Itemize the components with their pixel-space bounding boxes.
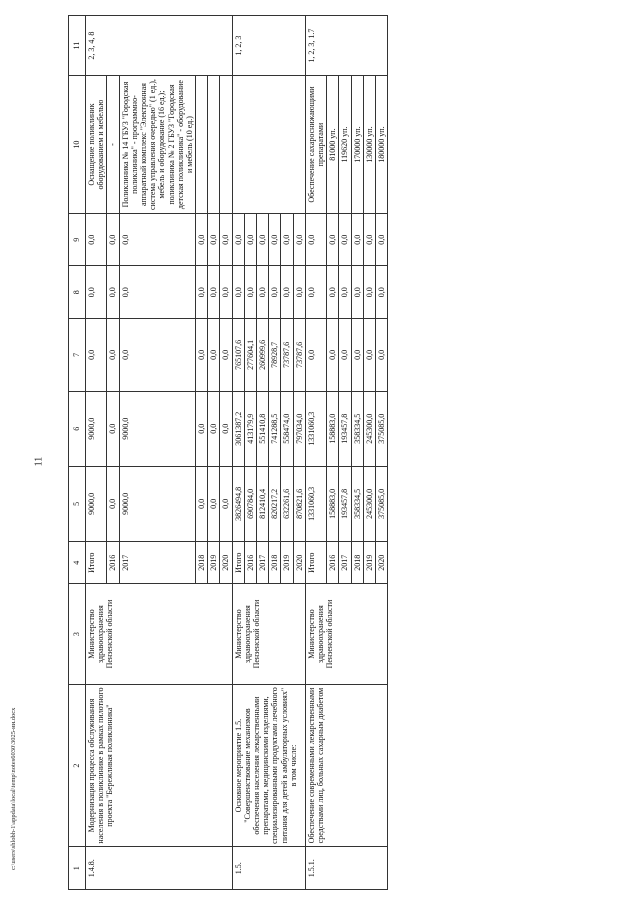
row-year: 2018 [196, 541, 208, 584]
value-regional: 245300,0 [363, 391, 375, 466]
value-total: 820217,2 [269, 466, 281, 541]
row-year: 2018 [269, 541, 281, 584]
value-total: 0,0 [220, 466, 232, 541]
value-total: 632261,6 [281, 466, 293, 541]
value-local: 0,0 [327, 266, 339, 319]
value-federal: 0,0 [375, 319, 387, 392]
value-local: 0,0 [208, 266, 220, 319]
value-other: 0,0 [351, 213, 363, 266]
value-other: 0,0 [232, 213, 244, 266]
value-total: 0,0 [208, 466, 220, 541]
value-federal: 0,0 [107, 319, 119, 392]
row-year: 2018 [351, 541, 363, 584]
row-id: 1.4.8. [86, 847, 233, 890]
row-year: 2016 [107, 541, 119, 584]
value-total: 0,0 [107, 466, 119, 541]
value-other: 0,0 [86, 213, 107, 266]
row-executor: Министерство здравоохранения Пензенской области [232, 584, 305, 684]
value-total: 193457,8 [339, 466, 351, 541]
value-federal: 73787,6 [293, 319, 305, 392]
value-regional: 375085,0 [375, 391, 387, 466]
value-regional: 0,0 [208, 391, 220, 466]
value-local: 0,0 [269, 266, 281, 319]
column-header-10: 10 [69, 76, 86, 214]
value-other: 0,0 [257, 213, 269, 266]
value-federal: 78928,7 [269, 319, 281, 392]
row-year: 2019 [363, 541, 375, 584]
value-regional: 158883,0 [327, 391, 339, 466]
value-federal: 0,0 [305, 319, 326, 392]
value-local: 0,0 [375, 266, 387, 319]
value-other: 0,0 [196, 213, 208, 266]
row-year: 2020 [220, 541, 232, 584]
value-other: 0,0 [281, 213, 293, 266]
value-federal: 260999,6 [257, 319, 269, 392]
value-regional: 3061387,2 [232, 391, 244, 466]
value-federal: 0,0 [220, 319, 232, 392]
column-header-5: 5 [69, 466, 86, 541]
value-regional: 1331060,3 [305, 391, 326, 466]
row-result: Поликлиника № 14 ГБУЗ "Городская поликлиника" - программно-аппаратный комплекс "Электронная система управления очередью" (1 ед.), мебель и оборудование (16 ед.); поликлиника № 2 ГБУЗ "Городская детская поликлиника" - оборудование и мебель (10 ед.) [119, 76, 196, 214]
value-local: 0,0 [196, 266, 208, 319]
value-regional: 0,0 [196, 391, 208, 466]
value-local: 0,0 [305, 266, 326, 319]
row-result: 119620 уп. [339, 76, 351, 214]
value-other: 0,0 [208, 213, 220, 266]
row-year: 2016 [244, 541, 256, 584]
row-result [208, 76, 220, 214]
value-total: 812410,4 [257, 466, 269, 541]
row-result: Оснащение поликлиник оборудованием и мебелью [86, 76, 107, 214]
value-regional: 413179,9 [244, 391, 256, 466]
row-year: 2020 [293, 541, 305, 584]
value-other: 0,0 [119, 213, 196, 266]
row-year: 2019 [208, 541, 220, 584]
row-result [196, 76, 208, 214]
value-regional: 558474,0 [281, 391, 293, 466]
table-row [86, 16, 107, 890]
row-year: 2019 [281, 541, 293, 584]
row-indicator: 1, 2, 3 [232, 16, 305, 76]
value-local: 0,0 [281, 266, 293, 319]
column-header-2: 2 [69, 684, 86, 847]
value-other: 0,0 [269, 213, 281, 266]
row-executor: Министерство здравоохранения Пензенской области [305, 584, 387, 684]
value-local: 0,0 [119, 266, 196, 319]
value-other: 0,0 [244, 213, 256, 266]
value-other: 0,0 [363, 213, 375, 266]
value-local: 0,0 [244, 266, 256, 319]
value-total: 245300,0 [363, 466, 375, 541]
value-regional: 0,0 [220, 391, 232, 466]
value-federal: 0,0 [339, 319, 351, 392]
value-total: 3826494,8 [232, 466, 244, 541]
value-total: 358334,5 [351, 466, 363, 541]
row-name: Обеспечение современными лекарственными средствами лиц, больных сахарным диабетом [305, 684, 387, 847]
column-header-4: 4 [69, 541, 86, 584]
value-local: 0,0 [107, 266, 119, 319]
value-federal: 0,0 [327, 319, 339, 392]
column-header-11: 11 [69, 16, 86, 76]
value-total: 0,0 [196, 466, 208, 541]
table-row [305, 16, 326, 890]
value-federal: 0,0 [363, 319, 375, 392]
value-federal: 0,0 [119, 319, 196, 392]
row-year: 2020 [375, 541, 387, 584]
row-name: Модернизация процесса обслуживания населения в поликлинике в рамках пилотного проекта "Бережливая поликлиника" [86, 684, 233, 847]
value-regional: 193457,8 [339, 391, 351, 466]
value-local: 0,0 [351, 266, 363, 319]
value-federal: 73787,6 [281, 319, 293, 392]
row-year: Итого [305, 541, 326, 584]
value-other: 0,0 [220, 213, 232, 266]
column-header-8: 8 [69, 266, 86, 319]
value-federal: 0,0 [208, 319, 220, 392]
value-federal: 0,0 [196, 319, 208, 392]
row-year: 2016 [327, 541, 339, 584]
value-regional: 9000,0 [86, 391, 107, 466]
value-total: 9000,0 [119, 466, 196, 541]
value-local: 0,0 [86, 266, 107, 319]
row-result: Обеспечение сахароснижающими препаратами [305, 76, 326, 214]
column-header-7: 7 [69, 319, 86, 392]
row-result [220, 76, 232, 214]
value-local: 0,0 [257, 266, 269, 319]
rotated-page [68, 15, 628, 890]
value-other: 0,0 [107, 213, 119, 266]
value-local: 0,0 [220, 266, 232, 319]
footer-path: c:\users\shlobh-1\appdata\local\temp\notes6030\3025-ии.docx [10, 707, 17, 870]
row-name: Основное мероприятие 1.5. "Совершенствование механизмов обеспечения населения лекарственными препаратами, медицинскими изделиями, специализированными продуктами лечебного питания для детей в амбулаторных условиях" в том числе: [232, 684, 305, 847]
value-total: 690784,0 [244, 466, 256, 541]
value-federal: 0,0 [351, 319, 363, 392]
row-result: 81000 уп. [327, 76, 339, 214]
page-number: 11 [33, 456, 45, 467]
value-local: 0,0 [363, 266, 375, 319]
row-indicator: 1, 2, 3, 1.7 [305, 16, 387, 76]
value-total: 158883,0 [327, 466, 339, 541]
value-other: 0,0 [327, 213, 339, 266]
row-result: - [107, 76, 119, 214]
value-regional: 551410,8 [257, 391, 269, 466]
value-regional: 0,0 [107, 391, 119, 466]
row-result: 170000 уп. [351, 76, 363, 214]
row-result: 130000 уп. [363, 76, 375, 214]
value-federal: 277604,1 [244, 319, 256, 392]
row-id: 1.5. [232, 847, 305, 890]
column-header-3: 3 [69, 584, 86, 684]
row-year: 2017 [339, 541, 351, 584]
row-year: Итого [86, 541, 107, 584]
program-table [68, 15, 388, 890]
column-header-9: 9 [69, 213, 86, 266]
value-regional: 797034,0 [293, 391, 305, 466]
row-result: 180000 уп. [375, 76, 387, 214]
value-other: 0,0 [339, 213, 351, 266]
value-other: 0,0 [305, 213, 326, 266]
value-regional: 741288,5 [269, 391, 281, 466]
value-other: 0,0 [293, 213, 305, 266]
value-total: 870821,6 [293, 466, 305, 541]
value-local: 0,0 [339, 266, 351, 319]
table-row [232, 16, 244, 890]
column-header-1: 1 [69, 847, 86, 890]
value-local: 0,0 [293, 266, 305, 319]
row-result [232, 76, 305, 214]
header-row [69, 16, 86, 890]
value-total: 9000,0 [86, 466, 107, 541]
row-year: 2017 [119, 541, 196, 584]
column-header-6: 6 [69, 391, 86, 466]
value-federal: 765107,6 [232, 319, 244, 392]
row-year: 2017 [257, 541, 269, 584]
value-regional: 358334,5 [351, 391, 363, 466]
value-local: 0,0 [232, 266, 244, 319]
value-total: 375085,0 [375, 466, 387, 541]
value-federal: 0,0 [86, 319, 107, 392]
row-year: Итого [232, 541, 244, 584]
row-id: 1.5.1. [305, 847, 387, 890]
value-total: 1331060,3 [305, 466, 326, 541]
row-indicator: 2, 3, 4, 8 [86, 16, 233, 76]
value-other: 0,0 [375, 213, 387, 266]
value-regional: 9000,0 [119, 391, 196, 466]
row-executor: Министерство здравоохранения Пензенской области [86, 584, 233, 684]
